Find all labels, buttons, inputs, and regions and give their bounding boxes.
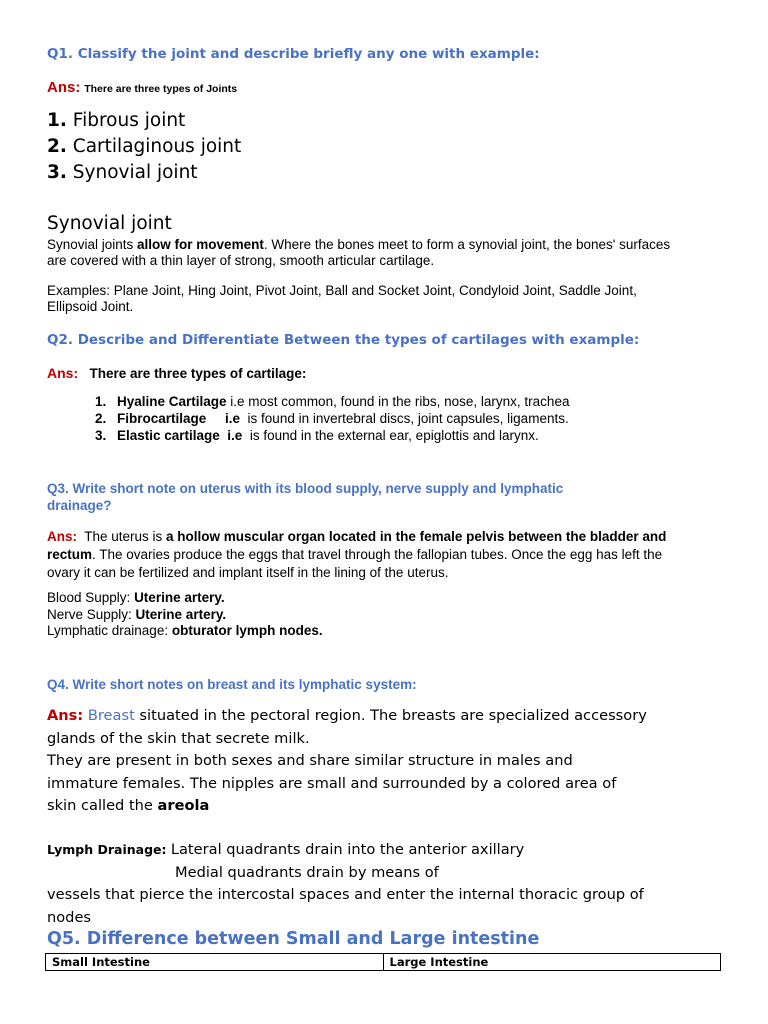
q4-answer: Ans: Breast situated in the pectoral region. The breasts are specialized accessory glands of the skin that secrete milk. They are present in both sexes and share similar structure in males and immature females. The nipples are small and surrounded by a colored area of skin called the areola [47,707,647,814]
q2-answer [47,365,306,381]
synovial-heading: Synovial joint [47,213,172,234]
list-item: 1. Fibrous joint [47,110,186,131]
q4-lymph-drainage: Lymph Drainage: Lateral quadrants drain into the anterior axillary Medial quadrants drain by means of vessels that pierce the intercostal spaces and enter the internal thoracic group of nodes [47,841,644,926]
intestine-comparison-table [45,953,721,971]
q4-ans-label: Ans: [47,707,84,724]
synovial-paragraph: Synovial joints allow for movement. Where the bones meet to form a synovial joint, the bones' surfaces are covered with a thin layer of strong, smooth articular cartilage. [47,237,671,268]
q3-question: Q3. Write short note on uterus with its blood supply, nerve supply and lymphatic drainage? [47,481,564,513]
q1-joint-list [47,108,241,186]
q1-answer [47,79,237,96]
breast-word: Breast [83,707,135,724]
list-item: 2. Fibrocartilage i.e is found in invertebral discs, joint capsules, ligaments. [95,411,569,426]
q3-answer: Ans: The uterus is a hollow muscular organ located in the female pelvis between the bladder and rectum. The ovaries produce the eggs that travel through the fallopian tubes. Once the egg has left the ovary it can be fertilized and implant itself in the lining of the uterus. [47,529,667,580]
blood-supply: Blood Supply: Uterine artery. [47,590,225,605]
synovial-examples: Examples: Plane Joint, Hing Joint, Pivot Joint, Ball and Socket Joint, Condyloid Joint, Saddle Joint, Ellipsoid Joint. [47,283,637,314]
cartilage-list [95,393,569,444]
q2-ans-label: Ans: [47,365,79,381]
list-item: 3. Synovial joint [47,162,198,183]
list-item: 3. Elastic cartilage i.e is found in the external ear, epiglottis and larynx. [95,428,539,443]
q2-question: Q2. Describe and Differentiate Between the types of cartilages with example: [47,332,640,348]
table-header-small: Small Intestine [46,954,384,971]
lymphatic-drainage: Lymphatic drainage: obturator lymph nodes. [47,623,323,638]
q1-ans-text: There are three types of Joints [84,83,238,95]
list-item: 1. Hyaline Cartilage i.e most common, found in the ribs, nose, larynx, trachea [95,394,570,409]
q4-question: Q4. Write short notes on breast and its lymphatic system: [47,677,417,692]
q1-question: Q1. Classify the joint and describe briefly any one with example: [47,46,540,62]
table-header-large: Large Intestine [383,954,721,971]
q5-question: Q5. Difference between Small and Large intestine [47,929,540,949]
q1-ans-label: Ans: [47,79,81,96]
list-item: 2. Cartilaginous joint [47,136,242,157]
q3-supply-details [47,590,323,640]
q3-ans-label: Ans: [47,529,77,544]
table-row [46,954,721,971]
nerve-supply: Nerve Supply: Uterine artery. [47,606,227,622]
q2-ans-text: There are three types of cartilage: [89,366,307,381]
